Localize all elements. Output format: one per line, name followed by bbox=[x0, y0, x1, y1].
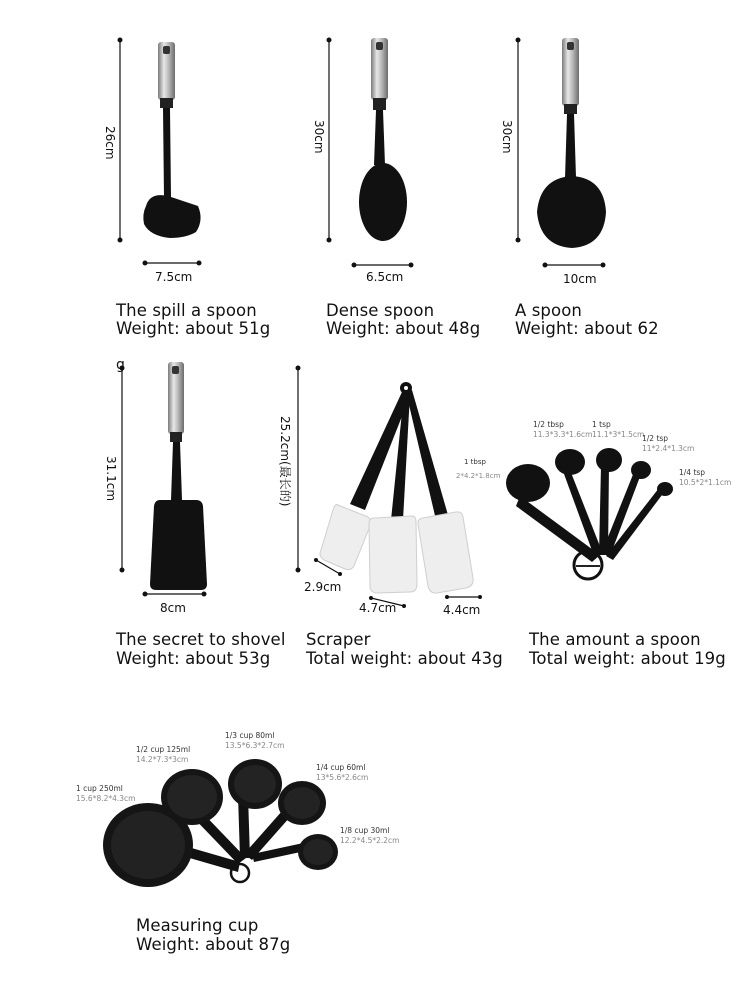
dense-spoon-weight: Weight: about 48g bbox=[326, 319, 481, 338]
spill-spoon-name: The spill a spoon bbox=[116, 301, 257, 320]
ladle-weight: Weight: about 62 bbox=[515, 319, 659, 338]
measuring-cup-weight: Weight: about 87g bbox=[136, 935, 291, 954]
spill-spoon-image bbox=[118, 38, 202, 266]
ladle-image bbox=[516, 38, 607, 268]
ladle-name: A spoon bbox=[515, 301, 582, 320]
cup-label-1-cup: 1 cup 250ml 15.6*8.2*4.3cm bbox=[76, 784, 136, 803]
dense-spoon-image bbox=[327, 38, 414, 268]
spoon-label-1-tsp: 1 tsp 11.1*3*1.5cm bbox=[592, 420, 645, 439]
scraper-width-medium: 4.7cm bbox=[359, 601, 397, 615]
ladle-width: 10cm bbox=[563, 272, 597, 286]
spoon-label-quarter-tsp: 1/4 tsp 10.5*2*1.1cm bbox=[679, 468, 732, 487]
dense-spoon-name: Dense spoon bbox=[326, 301, 435, 320]
turner-height: 31.1cm bbox=[104, 456, 118, 502]
ladle-weight-unit: g bbox=[116, 357, 125, 373]
turner-name: The secret to shovel bbox=[116, 630, 286, 649]
scraper-image bbox=[296, 366, 483, 609]
cup-label-eighth-cup: 1/8 cup 30ml 12.2*4.5*2.2cm bbox=[340, 826, 400, 845]
cup-label-half-cup: 1/2 cup 125ml 14.2*7.3*3cm bbox=[136, 745, 191, 764]
scraper-height: 25.2cm(最长的) bbox=[278, 416, 292, 507]
dense-spoon-height: 30cm bbox=[312, 120, 326, 154]
scraper-width-small: 2.9cm bbox=[304, 580, 342, 594]
scraper-width-large: 4.4cm bbox=[443, 603, 481, 617]
cup-label-quarter-cup: 1/4 cup 60ml 13*5.6*2.6cm bbox=[316, 763, 369, 782]
scraper-tbsp-size: 2*4.2*1.8cm bbox=[456, 472, 501, 480]
scraper-tbsp-label: 1 tbsp bbox=[464, 458, 486, 466]
turner-width: 8cm bbox=[160, 601, 186, 615]
spill-spoon-weight: Weight: about 51g bbox=[116, 319, 271, 338]
spoon-label-half-tbsp: 1/2 tbsp 11.3*3.3*1.6cm bbox=[533, 420, 593, 439]
scraper-weight: Total weight: about 43g bbox=[306, 649, 503, 668]
turner-image bbox=[120, 362, 208, 597]
turner-weight: Weight: about 53g bbox=[116, 649, 271, 668]
spill-spoon-width: 7.5cm bbox=[155, 270, 193, 284]
ladle-height: 30cm bbox=[500, 120, 514, 154]
measuring-spoon-name: The amount a spoon bbox=[529, 630, 701, 649]
measuring-cup-name: Measuring cup bbox=[136, 916, 259, 935]
cup-label-third-cup: 1/3 cup 80ml 13.5*6.3*2.7cm bbox=[225, 731, 285, 750]
measuring-spoons-image bbox=[506, 448, 673, 579]
spoon-label-half-tsp: 1/2 tsp 11*2.4*1.3cm bbox=[642, 434, 695, 453]
scraper-name: Scraper bbox=[306, 630, 371, 649]
spill-spoon-height: 26cm bbox=[103, 126, 117, 160]
dense-spoon-width: 6.5cm bbox=[366, 270, 404, 284]
measuring-spoon-weight: Total weight: about 19g bbox=[529, 649, 726, 668]
measuring-cups-image bbox=[103, 759, 338, 887]
